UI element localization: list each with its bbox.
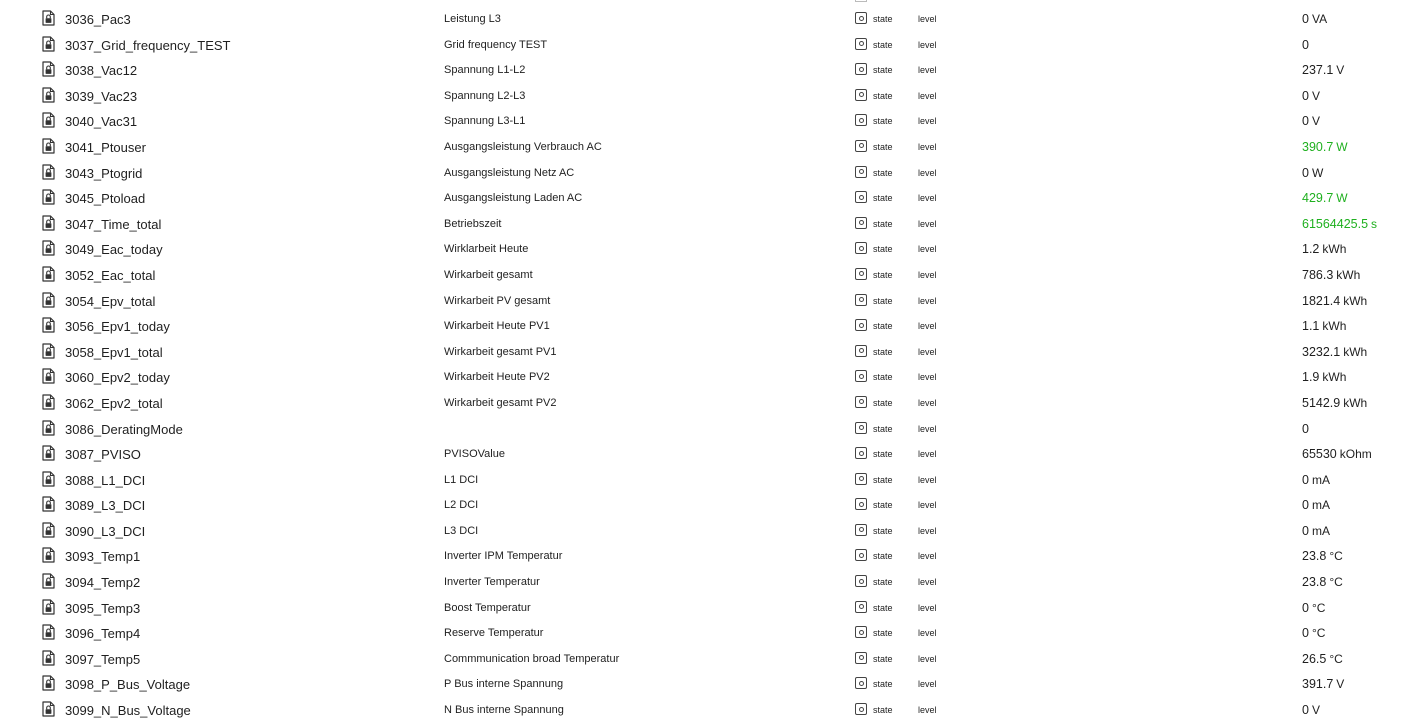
object-id[interactable]: 3089_L3_DCI [65, 498, 146, 514]
value-number: 0 [1302, 472, 1309, 487]
object-role: level [918, 500, 937, 511]
value-number: 23.8 [1302, 575, 1327, 590]
object-id[interactable]: 3039_Vac23 [65, 88, 138, 104]
object-type: state [873, 65, 893, 76]
file-lock-icon[interactable] [42, 215, 55, 231]
object-id[interactable]: 3047_Time_total [65, 216, 162, 232]
state-circle-icon [855, 652, 867, 664]
object-row-3040-vac31[interactable] [0, 108, 1405, 134]
object-id[interactable]: 3093_Temp1 [65, 549, 141, 565]
object-row-3043-ptogrid[interactable] [0, 160, 1405, 186]
object-row-3062-epv2-total[interactable] [0, 390, 1405, 416]
value-unit: kWh [1322, 242, 1347, 257]
object-type: state [873, 218, 893, 229]
object-row-3045-ptoload[interactable] [0, 185, 1405, 211]
object-name: L1 DCI [444, 473, 479, 486]
state-circle-icon [855, 63, 867, 75]
file-lock-icon[interactable] [42, 10, 55, 26]
object-type: state [873, 269, 893, 280]
object-type: state [873, 628, 893, 639]
object-value[interactable] [1302, 524, 1330, 539]
value-number: 0 [1302, 626, 1309, 641]
object-id[interactable]: 3095_Temp3 [65, 600, 141, 616]
object-value[interactable] [1302, 191, 1348, 206]
object-id[interactable]: 3054_Epv_total [65, 293, 156, 309]
value-unit: mA [1311, 523, 1330, 538]
object-row-3054-epv-total[interactable] [0, 288, 1405, 314]
object-role: level [918, 39, 937, 50]
object-row-3086-deratingmode[interactable] [0, 416, 1405, 442]
state-circle-icon [855, 140, 867, 152]
file-lock-icon[interactable] [42, 61, 55, 77]
object-row-3049-eac-today[interactable] [0, 236, 1405, 262]
object-row-3052-eac-total[interactable] [0, 262, 1405, 288]
file-lock-icon[interactable] [42, 240, 55, 256]
state-circle-icon [855, 345, 867, 357]
object-role: level [918, 679, 937, 690]
object-name: Wirkarbeit PV gesamt [444, 294, 551, 307]
state-circle-icon [855, 575, 867, 587]
object-value[interactable] [1302, 345, 1367, 360]
object-id[interactable]: 3038_Vac12 [65, 63, 138, 79]
object-row-3036-pac3[interactable] [0, 6, 1405, 32]
value-number: 0 [1302, 523, 1309, 538]
object-value[interactable] [1302, 319, 1346, 334]
value-unit: V [1311, 114, 1320, 129]
object-type: state [873, 295, 893, 306]
value-unit: mA [1311, 498, 1330, 513]
object-row-3088-l1-dci[interactable] [0, 467, 1405, 493]
value-unit: kWh [1322, 319, 1347, 334]
state-circle-icon [855, 166, 867, 178]
value-unit: V [1311, 703, 1320, 718]
object-value[interactable] [1302, 114, 1320, 129]
object-type: state [873, 193, 893, 204]
object-role: level [918, 141, 937, 152]
file-lock-icon[interactable] [42, 420, 55, 436]
state-circle-icon [855, 242, 867, 254]
object-row-3096-temp4[interactable] [0, 620, 1405, 646]
object-role: level [918, 423, 937, 434]
value-number: 26.5 [1302, 651, 1327, 666]
value-number: 0 [1302, 88, 1309, 103]
value-number: 3232.1 [1302, 344, 1341, 359]
file-lock-icon[interactable] [42, 164, 55, 180]
object-role: level [918, 346, 937, 357]
value-number: 1.9 [1302, 370, 1320, 385]
file-lock-icon[interactable] [42, 547, 55, 563]
object-id[interactable]: 3090_L3_DCI [65, 523, 146, 539]
value-unit: V [1336, 63, 1345, 78]
state-circle-icon [855, 89, 867, 101]
object-name: Wirkarbeit Heute PV1 [444, 320, 550, 333]
object-value[interactable] [1302, 217, 1377, 232]
object-row-3037-grid-frequency-test[interactable] [0, 32, 1405, 58]
object-row-3060-epv2-today[interactable] [0, 364, 1405, 390]
object-value[interactable] [1302, 498, 1330, 513]
object-name: N Bus interne Spannung [444, 704, 564, 717]
value-number: 0 [1302, 498, 1309, 513]
object-name: Betriebszeit [444, 217, 502, 230]
object-value[interactable] [1302, 575, 1343, 590]
state-circle-icon [855, 703, 867, 715]
object-value[interactable] [1302, 89, 1320, 104]
object-name: L3 DCI [444, 524, 479, 537]
file-lock-icon[interactable] [42, 292, 55, 308]
file-lock-icon[interactable] [42, 701, 55, 717]
object-row-3097-temp5[interactable] [0, 646, 1405, 672]
state-circle-icon [855, 601, 867, 613]
object-value[interactable] [1302, 549, 1343, 564]
object-id[interactable]: 3086_DeratingMode [65, 421, 183, 437]
value-number: 23.8 [1302, 549, 1327, 564]
object-name: Reserve Temperatur [444, 627, 544, 640]
object-name: Boost Temperatur [444, 601, 531, 614]
object-id[interactable]: 3052_Eac_total [65, 267, 156, 283]
object-id[interactable]: 3062_Epv2_total [65, 395, 163, 411]
file-lock-icon[interactable] [42, 368, 55, 384]
file-lock-icon[interactable] [42, 675, 55, 691]
object-type: state [873, 141, 893, 152]
object-name: Wirklarbeit Heute [444, 243, 529, 256]
object-row-3056-epv1-today[interactable] [0, 313, 1405, 339]
object-name: Inverter Temperatur [444, 576, 540, 589]
object-type: state [873, 653, 893, 664]
object-role: level [918, 397, 937, 408]
object-name: Leistung L3 [444, 13, 501, 25]
state-circle-icon [855, 294, 867, 306]
object-value[interactable] [1302, 396, 1367, 411]
object-list [0, 6, 1405, 723]
object-row-3098-p-bus-voltage[interactable] [0, 671, 1405, 697]
value-number: 391.7 [1302, 677, 1334, 692]
object-value[interactable] [1302, 473, 1330, 488]
object-name: Wirkarbeit gesamt [444, 268, 533, 281]
value-number: 5142.9 [1302, 395, 1341, 410]
object-row-3058-epv1-total[interactable] [0, 339, 1405, 365]
object-id[interactable]: 3098_P_Bus_Voltage [65, 677, 191, 693]
state-circle-icon [855, 217, 867, 229]
object-id[interactable]: 3045_Ptoload [65, 191, 146, 207]
object-type: state [873, 39, 893, 50]
object-type: state [873, 397, 893, 408]
value-number: 390.7 [1302, 139, 1334, 154]
object-id[interactable]: 3056_Epv1_today [65, 319, 170, 335]
value-unit: V [1311, 88, 1320, 103]
object-name: Wirkarbeit Heute PV2 [444, 371, 550, 384]
state-circle-icon [855, 524, 867, 536]
object-role: level [918, 269, 937, 280]
state-circle-icon [855, 191, 867, 203]
object-id[interactable]: 3094_Temp2 [65, 575, 141, 591]
file-lock-icon[interactable] [42, 624, 55, 640]
object-id[interactable]: 3058_Epv1_total [65, 344, 163, 360]
object-type: state [873, 372, 893, 383]
object-name: L2 DCI [444, 499, 479, 512]
object-role: level [918, 653, 937, 664]
object-role: level [918, 602, 937, 613]
file-lock-icon[interactable] [42, 266, 55, 282]
value-unit: W [1336, 139, 1348, 154]
object-name: Ausgangsleistung Verbrauch AC [444, 140, 602, 153]
object-value[interactable] [1302, 294, 1367, 309]
file-lock-icon[interactable] [42, 471, 55, 487]
previous-row-edge [855, 0, 867, 2]
object-value[interactable] [1302, 370, 1346, 385]
object-value[interactable] [1302, 601, 1325, 616]
object-id[interactable]: 3087_PVISO [65, 447, 141, 463]
object-type: state [873, 244, 893, 255]
object-row-3089-l3-dci[interactable] [0, 492, 1405, 518]
object-role: level [918, 218, 937, 229]
object-name: Spannung L2-L3 [444, 89, 526, 102]
object-row-3095-temp3[interactable] [0, 595, 1405, 621]
object-role: level [918, 525, 937, 536]
object-type: state [873, 14, 893, 24]
object-role: level [918, 295, 937, 306]
value-unit: kWh [1336, 267, 1361, 282]
value-number: 0 [1302, 703, 1309, 718]
value-unit: W [1336, 191, 1348, 206]
object-name: Spannung L3-L1 [444, 115, 526, 128]
object-row-3087-pviso[interactable] [0, 441, 1405, 467]
object-role: level [918, 14, 937, 24]
object-value[interactable] [1302, 140, 1348, 155]
object-role: level [918, 65, 937, 76]
value-number: 0 [1302, 165, 1309, 180]
value-number: 0 [1302, 114, 1309, 129]
file-lock-icon[interactable] [42, 445, 55, 461]
object-type: state [873, 474, 893, 485]
file-lock-icon[interactable] [42, 317, 55, 333]
value-unit: kWh [1343, 344, 1368, 359]
value-number: 65530 [1302, 447, 1337, 462]
value-unit: kOhm [1339, 447, 1372, 462]
state-circle-icon [855, 626, 867, 638]
state-circle-icon [855, 498, 867, 510]
value-unit: °C [1311, 626, 1326, 641]
object-type: state [873, 449, 893, 460]
state-circle-icon [855, 12, 867, 24]
object-name: Grid frequency TEST [444, 38, 548, 51]
object-type: state [873, 679, 893, 690]
object-role: level [918, 628, 937, 639]
value-unit: kWh [1322, 370, 1347, 385]
value-unit: W [1311, 165, 1324, 180]
file-lock-icon[interactable] [42, 599, 55, 615]
object-row-3094-temp2[interactable] [0, 569, 1405, 595]
state-circle-icon [855, 396, 867, 408]
object-type: state [873, 116, 893, 127]
state-circle-icon [855, 38, 867, 50]
object-role: level [918, 372, 937, 383]
value-unit: s [1371, 216, 1378, 231]
value-number: 1.1 [1302, 319, 1320, 334]
file-lock-icon[interactable] [42, 87, 55, 103]
value-number: 61564425.5 [1302, 216, 1369, 231]
file-lock-icon[interactable] [42, 189, 55, 205]
object-value[interactable] [1302, 12, 1327, 27]
object-type: state [873, 167, 893, 178]
file-lock-icon[interactable] [42, 112, 55, 128]
object-id[interactable]: 3099_N_Bus_Voltage [65, 703, 191, 719]
object-id[interactable]: 3037_Grid_frequency_TEST [65, 37, 231, 53]
state-circle-icon [855, 549, 867, 561]
value-number: 0 [1302, 12, 1309, 26]
object-type: state [873, 346, 893, 357]
object-role: level [918, 474, 937, 485]
object-type: state [873, 705, 893, 716]
state-circle-icon [855, 370, 867, 382]
value-number: 429.7 [1302, 191, 1334, 206]
object-value[interactable] [1302, 242, 1346, 257]
file-lock-icon[interactable] [42, 138, 55, 154]
object-type: state [873, 602, 893, 613]
object-type: state [873, 525, 893, 536]
object-role: level [918, 551, 937, 562]
object-row-3039-vac23[interactable] [0, 83, 1405, 109]
object-id[interactable]: 3096_Temp4 [65, 626, 141, 642]
object-name: Wirkarbeit gesamt PV2 [444, 396, 557, 409]
value-unit: V [1336, 677, 1345, 692]
object-role: level [918, 90, 937, 101]
object-role: level [918, 705, 937, 716]
object-value[interactable] [1302, 447, 1372, 462]
state-circle-icon [855, 319, 867, 331]
state-circle-icon [855, 677, 867, 689]
value-unit: °C [1311, 600, 1326, 615]
object-name: Wirkarbeit gesamt PV1 [444, 345, 557, 358]
object-row-3038-vac12[interactable] [0, 57, 1405, 83]
state-circle-icon [855, 422, 867, 434]
state-circle-icon [855, 447, 867, 459]
file-lock-icon[interactable] [42, 36, 55, 52]
object-value[interactable] [1302, 422, 1309, 437]
object-id[interactable]: 3043_Ptogrid [65, 165, 143, 181]
object-type: state [873, 423, 893, 434]
object-value[interactable] [1302, 63, 1344, 78]
object-role: level [918, 577, 937, 588]
object-type: state [873, 577, 893, 588]
value-number: 1.2 [1302, 242, 1320, 257]
object-value[interactable] [1302, 703, 1320, 718]
object-role: level [918, 167, 937, 178]
object-role: level [918, 116, 937, 127]
object-value[interactable] [1302, 38, 1309, 53]
object-name: Spannung L1-L2 [444, 64, 526, 77]
value-unit: VA [1311, 12, 1328, 26]
file-lock-icon[interactable] [42, 394, 55, 410]
value-unit: kWh [1343, 395, 1368, 410]
object-name: Commmunication broad Temperatur [444, 652, 620, 665]
object-name: Inverter IPM Temperatur [444, 550, 563, 563]
object-name: Ausgangsleistung Netz AC [444, 166, 575, 179]
file-lock-icon[interactable] [42, 650, 55, 666]
object-row-3090-l3-dci[interactable] [0, 518, 1405, 544]
value-number: 786.3 [1302, 267, 1334, 282]
state-circle-icon [855, 114, 867, 126]
object-value[interactable] [1302, 166, 1323, 181]
object-name: Ausgangsleistung Laden AC [444, 192, 583, 205]
file-lock-icon[interactable] [42, 496, 55, 512]
object-name: PVISOValue [444, 448, 505, 461]
object-id[interactable]: 3097_Temp5 [65, 651, 141, 667]
value-number: 0 [1302, 37, 1309, 52]
object-role: level [918, 193, 937, 204]
object-type: state [873, 90, 893, 101]
object-value[interactable] [1302, 677, 1344, 692]
value-unit: °C [1329, 549, 1343, 564]
value-unit: kWh [1343, 293, 1368, 308]
value-unit: mA [1311, 472, 1330, 487]
state-circle-icon [855, 473, 867, 485]
object-row-3093-temp1[interactable] [0, 543, 1405, 569]
object-value[interactable] [1302, 626, 1325, 641]
value-number: 0 [1302, 421, 1309, 436]
object-id[interactable]: 3060_Epv2_today [65, 370, 170, 386]
object-id[interactable]: 3040_Vac31 [65, 114, 138, 130]
file-lock-icon[interactable] [42, 573, 55, 589]
object-name: P Bus interne Spannung [444, 678, 564, 691]
object-role: level [918, 321, 937, 332]
object-type: state [873, 551, 893, 562]
object-id[interactable]: 3049_Eac_today [65, 242, 163, 258]
object-row-3041-ptouser[interactable] [0, 134, 1405, 160]
object-value[interactable] [1302, 652, 1343, 667]
object-role: level [918, 244, 937, 255]
object-row-3047-time-total[interactable] [0, 211, 1405, 237]
object-id[interactable]: 3036_Pac3 [65, 12, 131, 27]
object-type: state [873, 321, 893, 332]
file-lock-icon[interactable] [42, 522, 55, 538]
file-lock-icon[interactable] [42, 343, 55, 359]
object-role: level [918, 449, 937, 460]
object-id[interactable]: 3088_L1_DCI [65, 472, 146, 488]
object-value[interactable] [1302, 268, 1360, 283]
object-type: state [873, 500, 893, 511]
value-number: 1821.4 [1302, 293, 1341, 308]
value-number: 237.1 [1302, 63, 1334, 78]
value-unit: °C [1329, 651, 1343, 666]
object-id[interactable]: 3041_Ptouser [65, 139, 146, 155]
value-unit: °C [1329, 575, 1343, 590]
value-number: 0 [1302, 600, 1309, 615]
state-circle-icon [855, 268, 867, 280]
